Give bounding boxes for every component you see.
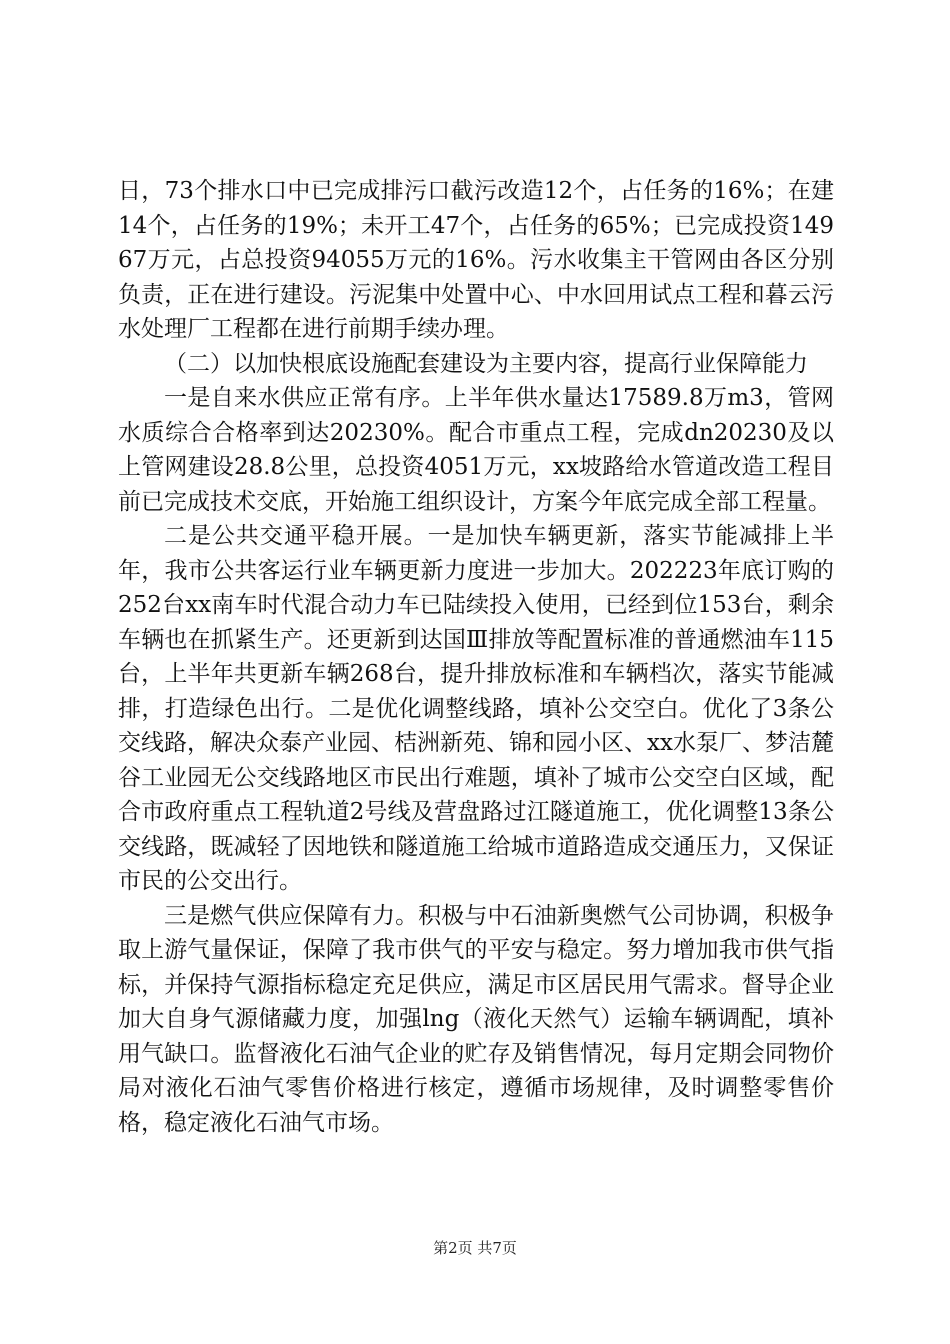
section-heading-infrastructure: （二）以加快根底设施配套建设为主要内容，提高行业保障能力	[164, 350, 808, 377]
paragraph-drainage-progress: 日，73个排水口中已完成排污口截污改造12个，占任务的16%；在建14个，占任务的19%；未开工47个，占任务的65%；已完成投资14967万元，占总投资94055万元的16%。污水收集主干管网由各区分别负责，正在进行建设。污泥集中处置中心、中水回用试点工程和暮云污水处理厂工程都在进行前期手续办理。	[118, 178, 834, 342]
page-footer: 第2页 共7页	[433, 1239, 517, 1257]
paragraph-gas-supply: 三是燃气供应保障有力。积极与中石油新奥燃气公司协调，积极争取上游气量保证，保障了我市供气的平安与稳定。努力增加我市供气指标，并保持气源指标稳定充足供应，满足市区居民用气需求。督导企业加大自身气源储藏力度，加强lng（液化天然气）运输车辆调配，填补用气缺口。监督液化石油气企业的贮存及销售情况，每月定期会同物价局对液化石油气零售价格进行核定，遵循市场规律，及时调整零售价格，稳定液化石油气市场。	[118, 902, 834, 1136]
document-body	[118, 174, 834, 1140]
paragraph-water-supply: 一是自来水供应正常有序。上半年供水量达17589.8万m3，管网水质综合合格率到达20230%。配合市重点工程，完成dn20230及以上管网建设28.8公里，总投资4051万元，xx坡路给水管道改造工程目前已完成技术交底，开始施工组织设计，方案今年底完成全部工程量。	[118, 385, 834, 515]
paragraph-public-transport: 二是公共交通平稳开展。一是加快车辆更新，落实节能减排上半年，我市公共客运行业车辆更新力度进一步加大。202223年底订购的252台xx南车时代混合动力车已陆续投入使用，已经到位153台，剩余车辆也在抓紧生产。还更新到达国Ⅲ排放等配置标准的普通燃油车115台，上半年共更新车辆268台，提升排放标准和车辆档次，落实节能减排，打造绿色出行。二是优化调整线路，填补公交空白。优化了3条公交线路，解决众泰产业园、桔洲新苑、锦和园小区、xx水泵厂、梦洁麓谷工业园无公交线路地区市民出行难题，填补了城市公交空白区域，配合市政府重点工程轨道2号线及营盘路过江隧道施工，优化调整13条公交线路，既减轻了因地铁和隧道施工给城市道路造成交通压力，又保证市民的公交出行。	[118, 523, 834, 894]
